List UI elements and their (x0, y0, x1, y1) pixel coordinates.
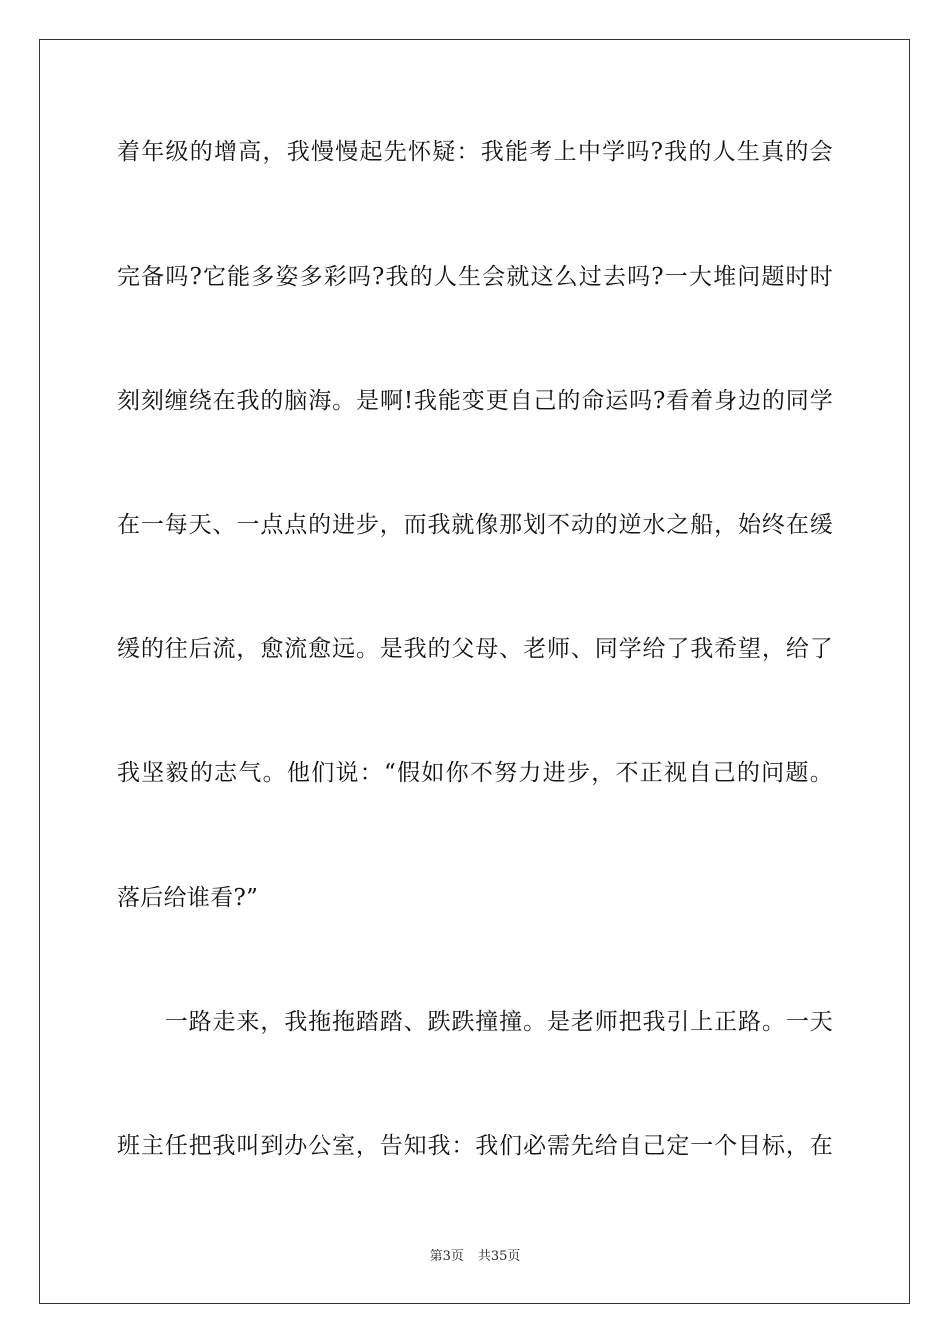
page-number: 第3页 (429, 1249, 464, 1264)
text-line: 在一每天、一点点的进步，而我就像那划不动的逆水之船，始终在缓 (117, 512, 833, 538)
text-line: 我坚毅的志气。他们说：“假如你不努力进步，不正视自己的问题。 (117, 760, 833, 786)
text-line: 一路走来，我拖拖踏踏、跌跌撞撞。是老师把我引上正路。一天 (117, 1009, 833, 1035)
text-line: 刻刻缠绕在我的脑海。是啊!我能变更自己的命运吗?看着身边的同学 (117, 388, 833, 414)
text-line: 完备吗?它能多姿多彩吗?我的人生会就这么过去吗?一大堆问题时时 (117, 264, 833, 290)
page-border (39, 39, 910, 1304)
page-total: 共35页 (477, 1249, 521, 1264)
page-footer (0, 1245, 950, 1264)
text-line: 落后给谁看?” (117, 885, 259, 911)
text-line: 班主任把我叫到办公室，告知我：我们必需先给自己定一个目标，在 (117, 1133, 833, 1159)
text-line: 着年级的增高，我慢慢起先怀疑：我能考上中学吗?我的人生真的会 (117, 139, 833, 165)
text-line: 缓的往后流，愈流愈远。是我的父母、老师、同学给了我希望，给了 (117, 636, 833, 662)
